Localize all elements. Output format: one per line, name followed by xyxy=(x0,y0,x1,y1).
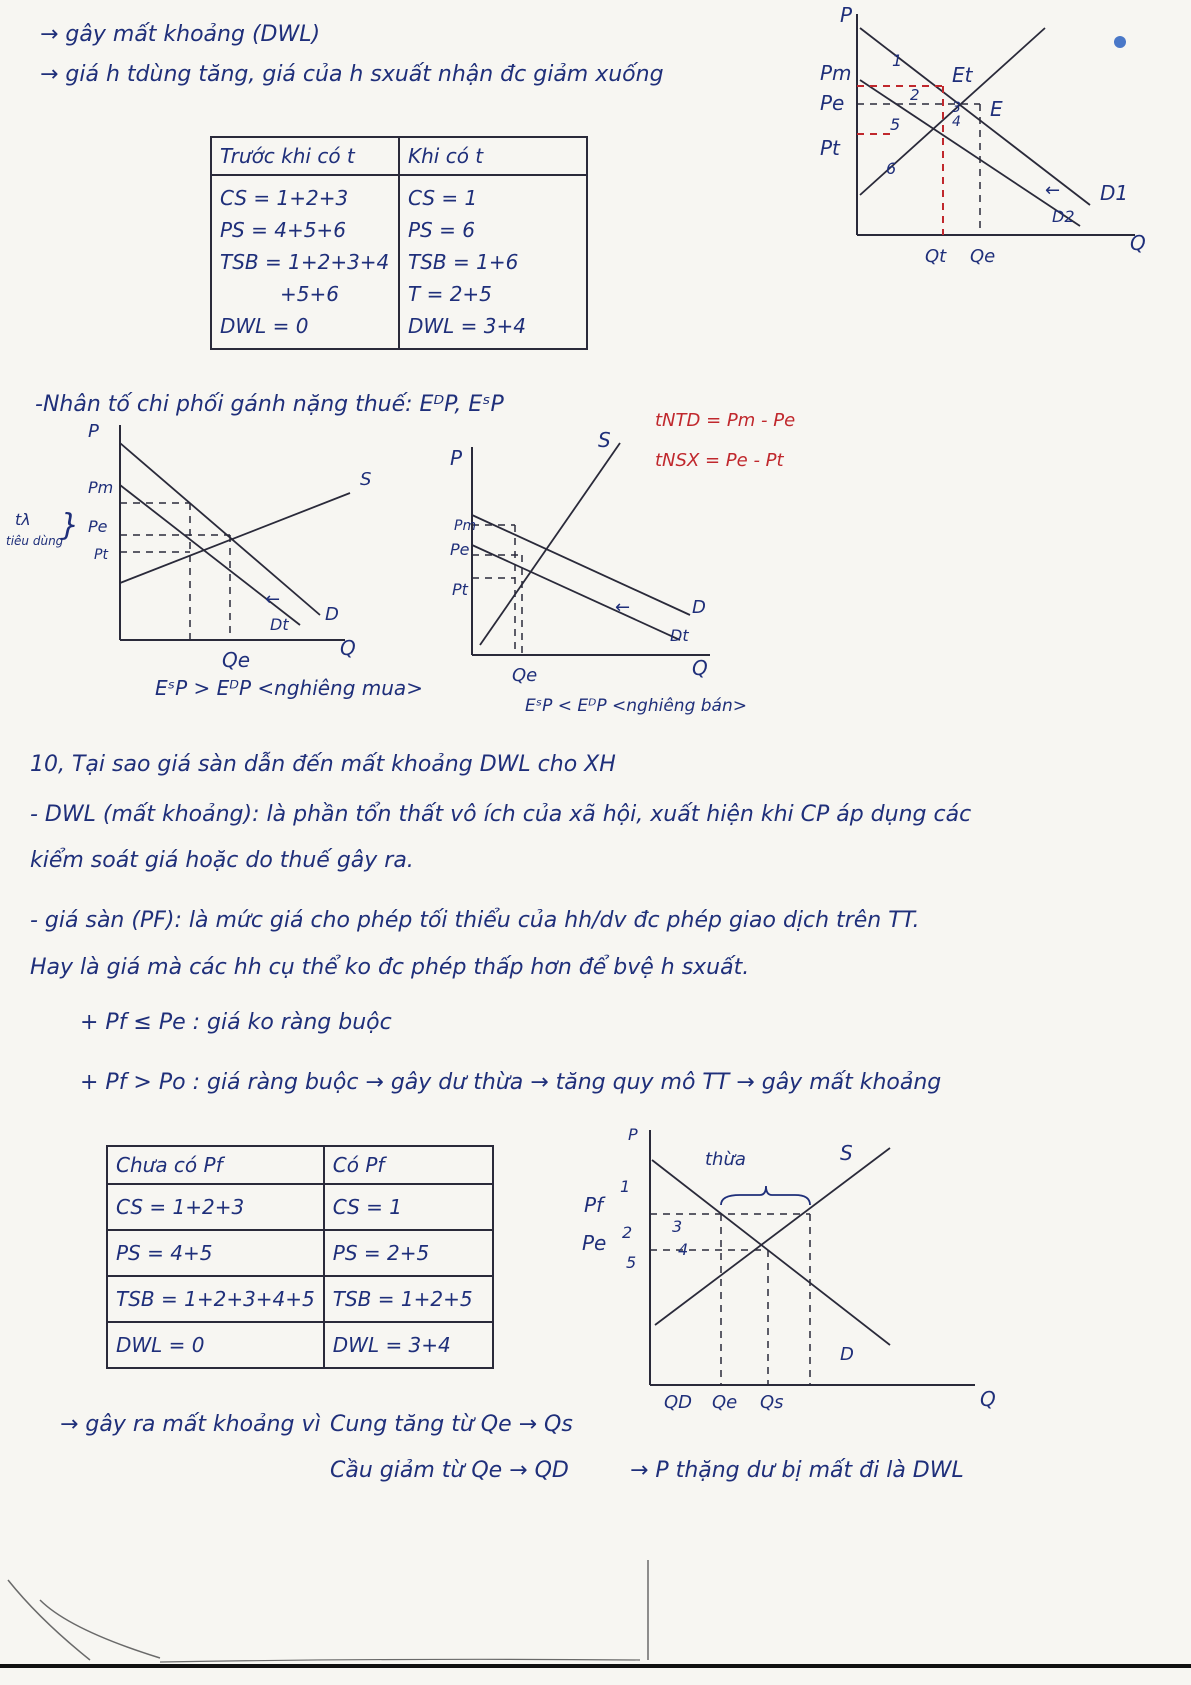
table1-left-row: PS = 4+5+6 xyxy=(220,218,346,242)
dwl-definition-1: - DWL (mất khoảng): là phần tổn thất vô ích của xã hội, xuất hiện khi CP áp dụng các xyxy=(30,802,972,827)
buyer-burden-graph xyxy=(0,415,430,725)
question-10: 10, Tại sao giá sàn dẫn đến mất khoảng DWL cho XH xyxy=(30,752,616,777)
graph2-pe-label: Pe xyxy=(88,517,108,536)
graph3-dt-label: Dt xyxy=(670,626,689,645)
conclusion-supply: Cung tăng từ Qe → Qs xyxy=(330,1412,573,1437)
seller-burden-graph xyxy=(430,415,810,725)
graph4-pf-label: Pf xyxy=(584,1193,604,1217)
graph1-qt-label: Qt xyxy=(925,246,947,267)
graph3-pe-label: Pe xyxy=(450,540,470,559)
graph2-demand xyxy=(120,443,320,615)
graph3-p-label: P xyxy=(450,446,463,470)
tax-incidence-graph xyxy=(800,0,1180,270)
table1-left-cell xyxy=(211,175,399,349)
graph3-pm-label: Pm xyxy=(454,518,477,534)
graph2-side-label-2: tiêu dùng xyxy=(6,534,64,548)
graph2-supply xyxy=(120,493,350,583)
graph2-qe-label: Qe xyxy=(222,648,251,672)
graph4-qd-label: QD xyxy=(664,1392,693,1413)
graph3-q-label: Q xyxy=(692,656,708,680)
table1-left-row: TSB = 1+2+3+4 xyxy=(220,250,390,274)
graph3-caption: EˢP < EᴰP <nghiêng bán> xyxy=(525,696,747,716)
table1-left-row: DWL = 0 xyxy=(220,314,309,338)
graph1-pt-label: Pt xyxy=(820,136,840,160)
graph2-q-label: Q xyxy=(340,636,356,660)
table1-right-row: PS = 6 xyxy=(408,218,475,242)
graph1-q-label: Q xyxy=(1130,231,1146,255)
note-line-2: → giá h tdùng tăng, giá của h sxuất nhận đc giảm xuống xyxy=(40,62,664,87)
bottom-sketch-marks xyxy=(0,1540,1191,1670)
table2-left-row: CS = 1+2+3 xyxy=(107,1184,324,1230)
dwl-definition-2: kiểm soát giá hoặc do thuế gây ra. xyxy=(30,848,414,873)
table2-right-row: TSB = 1+2+5 xyxy=(324,1276,493,1322)
graph1-area-4: 4 xyxy=(952,114,961,130)
graph1-shift-arrow: ← xyxy=(1045,180,1061,201)
graph2-side-label-1: tλ xyxy=(15,510,31,529)
price-floor-case-2: + Pf > Po : giá ràng buộc → gây dư thừa → tăng quy mô TT → gây mất khoảng xyxy=(80,1070,942,1095)
graph3-shift-arrow: ← xyxy=(615,597,631,618)
table1-right-row: DWL = 3+4 xyxy=(408,314,526,338)
graph3-qe-label: Qe xyxy=(512,665,538,686)
graph1-demand-d2 xyxy=(860,80,1080,226)
graph2-p-label: P xyxy=(88,421,99,442)
graph2-pm-label: Pm xyxy=(88,478,114,497)
graph4-p-label: P xyxy=(628,1125,638,1144)
graph4-qe-label: Qe xyxy=(712,1392,738,1413)
table2-left-row: PS = 4+5 xyxy=(107,1230,324,1276)
table2-left-row: DWL = 0 xyxy=(107,1322,324,1368)
graph2-s-label: S xyxy=(360,469,372,490)
consumer-tax-formula: tNTD = Pm - Pe xyxy=(655,410,796,431)
producer-tax-formula: tNSX = Pe - Pt xyxy=(655,450,784,471)
graph1-pm-label: Pm xyxy=(820,61,852,85)
table2-header-left: Chưa có Pf xyxy=(107,1146,324,1184)
conclusion-demand: Cầu giảm từ Qe → QD xyxy=(330,1458,569,1483)
table2-header-right: Có Pf xyxy=(324,1146,493,1184)
graph4-area-2: 2 xyxy=(622,1223,633,1242)
table1-left-row: +5+6 xyxy=(280,282,339,306)
page-bottom-edge xyxy=(0,1664,1191,1668)
table1-header-right: Khi có t xyxy=(399,137,587,175)
price-floor-graph xyxy=(582,1120,1020,1420)
graph4-area-3: 3 xyxy=(672,1217,683,1236)
conclusion-result: → P thặng dư bị mất đi là DWL xyxy=(630,1458,964,1483)
table1-right-row: CS = 1 xyxy=(408,186,478,210)
graph2-caption: EˢP > EᴰP <nghiêng mua> xyxy=(155,676,423,700)
graph3-demand-tax xyxy=(472,545,680,640)
table2-right-row: CS = 1 xyxy=(324,1184,493,1230)
graph2-pt-label: Pt xyxy=(94,547,108,563)
graph1-qe-label: Qe xyxy=(970,246,996,267)
note-line-1: → gây mất khoảng (DWL) xyxy=(40,22,321,47)
graph4-area-1: 1 xyxy=(620,1177,631,1196)
graph3-demand xyxy=(472,515,690,615)
graph1-area-5: 5 xyxy=(890,115,901,134)
conclusion-intro: → gây ra mất khoảng vì xyxy=(60,1412,321,1437)
graph1-e-label: E xyxy=(990,97,1003,121)
table1-left-row: CS = 1+2+3 xyxy=(220,186,349,210)
tax-surplus-table xyxy=(210,136,588,350)
graph2-dt-label: Dt xyxy=(270,615,289,634)
graph1-area-3: 3 xyxy=(952,100,961,116)
graph3-d-label: D xyxy=(692,597,706,618)
price-floor-definition-2: Hay là giá mà các hh cụ thể ko đc phép thấp hơn để bvệ h sxuất. xyxy=(30,955,750,980)
table1-right-row: T = 2+5 xyxy=(408,282,492,306)
graph1-p-label: P xyxy=(840,3,853,27)
graph4-d-label: D xyxy=(840,1344,854,1365)
table1-right-row: TSB = 1+6 xyxy=(408,250,519,274)
graph1-area-6: 6 xyxy=(886,159,897,178)
graph4-supply xyxy=(655,1148,890,1325)
table1-right-cell xyxy=(399,175,587,349)
price-floor-case-1: + Pf ≤ Pe : giá ko ràng buộc xyxy=(80,1010,392,1035)
graph2-brace: } xyxy=(60,508,80,543)
graph1-d1-label: D1 xyxy=(1100,181,1129,205)
graph4-surplus-label: thừa xyxy=(705,1149,746,1170)
graph4-qs-label: Qs xyxy=(760,1392,784,1413)
graph3-s-label: S xyxy=(598,428,611,452)
globe-icon xyxy=(1114,36,1126,48)
graph4-pe-label: Pe xyxy=(582,1231,607,1255)
graph2-shift-arrow: ← xyxy=(265,589,281,610)
price-floor-definition-1: - giá sàn (PF): là mức giá cho phép tối thiểu của hh/dv đc phép giao dịch trên TT. xyxy=(30,908,920,933)
table2-left-row: TSB = 1+2+3+4+5 xyxy=(107,1276,324,1322)
graph1-d2-label: D2 xyxy=(1052,207,1075,226)
graph1-et-label: Et xyxy=(952,63,973,87)
graph1-area-2: 2 xyxy=(910,86,920,104)
graph4-surplus-brace xyxy=(721,1186,810,1205)
price-floor-table xyxy=(106,1145,494,1369)
graph1-pe-label: Pe xyxy=(820,91,845,115)
graph2-d-label: D xyxy=(325,604,339,625)
graph4-area-4: 4 xyxy=(678,1240,689,1259)
graph3-supply xyxy=(480,443,620,645)
table2-right-row: DWL = 3+4 xyxy=(324,1322,493,1368)
burden-factors-text: -Nhân tố chi phối gánh nặng thuế: EᴰP, EˢP xyxy=(35,392,504,417)
graph3-pt-label: Pt xyxy=(452,580,468,599)
graph1-area-1: 1 xyxy=(892,51,903,70)
graph4-s-label: S xyxy=(840,1141,853,1165)
table2-right-row: PS = 2+5 xyxy=(324,1230,493,1276)
graph4-area-5: 5 xyxy=(626,1253,637,1272)
graph4-q-label: Q xyxy=(980,1387,996,1411)
table1-header-left: Trước khi có t xyxy=(211,137,399,175)
